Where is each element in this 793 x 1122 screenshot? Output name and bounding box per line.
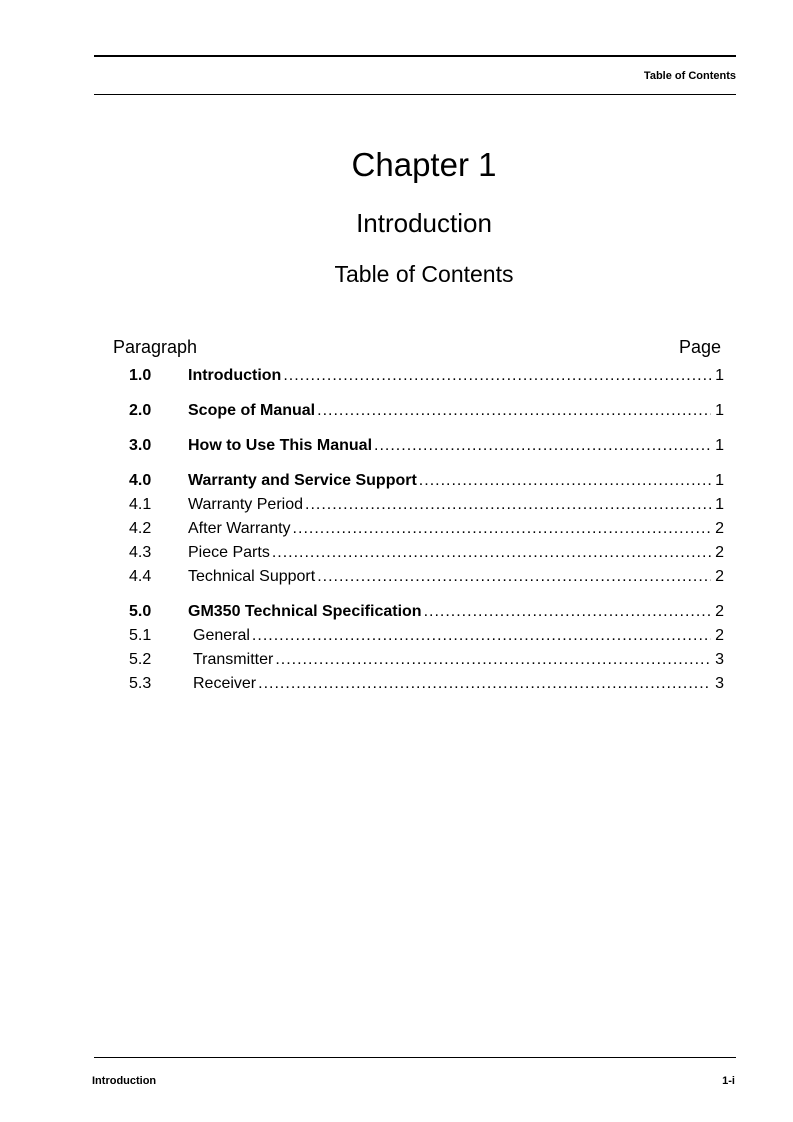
toc-entry-5-0[interactable]	[129, 603, 724, 627]
toc-entry-page: 3	[715, 651, 724, 668]
toc-entry-number: 2.0	[129, 402, 152, 419]
dot-leader	[305, 496, 711, 514]
toc-entry-page: 2	[715, 544, 724, 561]
toc-entry-3-0[interactable]	[129, 437, 724, 461]
toc-entry-5-3[interactable]	[129, 675, 724, 699]
toc-entry-label: Transmitter	[193, 651, 274, 668]
dot-leader	[258, 675, 711, 693]
toc-entry-page: 2	[715, 520, 724, 537]
chapter-title: Chapter 1	[351, 146, 497, 183]
toc-entry-label: Warranty Period	[188, 496, 303, 513]
dot-leader	[419, 472, 711, 490]
toc-entry-number: 5.0	[129, 603, 152, 620]
dot-leader	[275, 651, 711, 669]
footer-rule	[94, 1057, 736, 1058]
toc-entry-label: Introduction	[188, 367, 282, 384]
toc-entry-number: 4.4	[129, 568, 152, 585]
toc-list	[129, 367, 724, 699]
toc-entry-label: Technical Support	[188, 568, 316, 585]
toc-entry-number: 4.1	[129, 496, 152, 513]
toc-entry-label: How to Use This Manual	[188, 437, 373, 454]
dot-leader	[317, 402, 711, 420]
toc-entry-number: 4.3	[129, 544, 152, 561]
paragraph-column-header: Paragraph	[113, 337, 198, 357]
footer-section-title: Introduction	[92, 1075, 157, 1087]
toc-entry-1-0[interactable]	[129, 367, 724, 391]
running-header-title: Table of Contents	[643, 70, 736, 82]
dot-leader	[272, 544, 711, 562]
toc-entry-4-2[interactable]	[129, 520, 724, 544]
toc-entry-page: 1	[715, 496, 724, 513]
header-rule-top	[94, 55, 736, 57]
toc-entry-label: GM350 Technical Specification	[188, 603, 422, 620]
dot-leader	[252, 627, 711, 645]
page-column-header: Page	[678, 337, 721, 357]
toc-entry-number: 5.3	[129, 675, 152, 692]
toc-entry-5-1[interactable]	[129, 627, 724, 651]
toc-entry-label: General	[193, 627, 250, 644]
dot-leader	[317, 568, 711, 586]
toc-entry-page: 3	[715, 675, 724, 692]
toc-entry-number: 5.2	[129, 651, 152, 668]
toc-entry-page: 1	[715, 367, 724, 384]
toc-entry-page: 2	[715, 603, 724, 620]
toc-entry-label: After Warranty	[188, 520, 291, 537]
toc-entry-label: Warranty and Service Support	[188, 472, 417, 489]
toc-entry-4-1[interactable]	[129, 496, 724, 520]
chapter-subtitle: Introduction	[356, 208, 492, 238]
toc-entry-page: 1	[715, 402, 724, 419]
toc-heading: Table of Contents	[334, 261, 514, 287]
dot-leader	[424, 603, 712, 621]
toc-entry-page: 1	[715, 437, 724, 454]
toc-entry-number: 4.0	[129, 472, 152, 489]
toc-entry-page: 1	[715, 472, 724, 489]
toc-entry-page: 2	[715, 568, 724, 585]
header-rule-bottom	[94, 94, 736, 95]
toc-entry-4-0[interactable]	[129, 472, 724, 496]
toc-entry-number: 3.0	[129, 437, 152, 454]
footer-page-number: 1-i	[722, 1075, 735, 1087]
toc-entry-2-0[interactable]	[129, 402, 724, 426]
dot-leader	[293, 520, 712, 538]
dot-leader	[283, 367, 711, 385]
toc-entry-4-4[interactable]	[129, 568, 724, 592]
toc-entry-number: 1.0	[129, 367, 152, 384]
toc-entry-4-3[interactable]	[129, 544, 724, 568]
toc-entry-label: Piece Parts	[188, 544, 270, 561]
toc-entry-number: 5.1	[129, 627, 152, 644]
toc-entry-5-2[interactable]	[129, 651, 724, 675]
toc-entry-label: Receiver	[193, 675, 257, 692]
toc-entry-number: 4.2	[129, 520, 152, 537]
dot-leader	[374, 437, 711, 455]
toc-entry-label: Scope of Manual	[188, 402, 316, 419]
toc-entry-page: 2	[715, 627, 724, 644]
